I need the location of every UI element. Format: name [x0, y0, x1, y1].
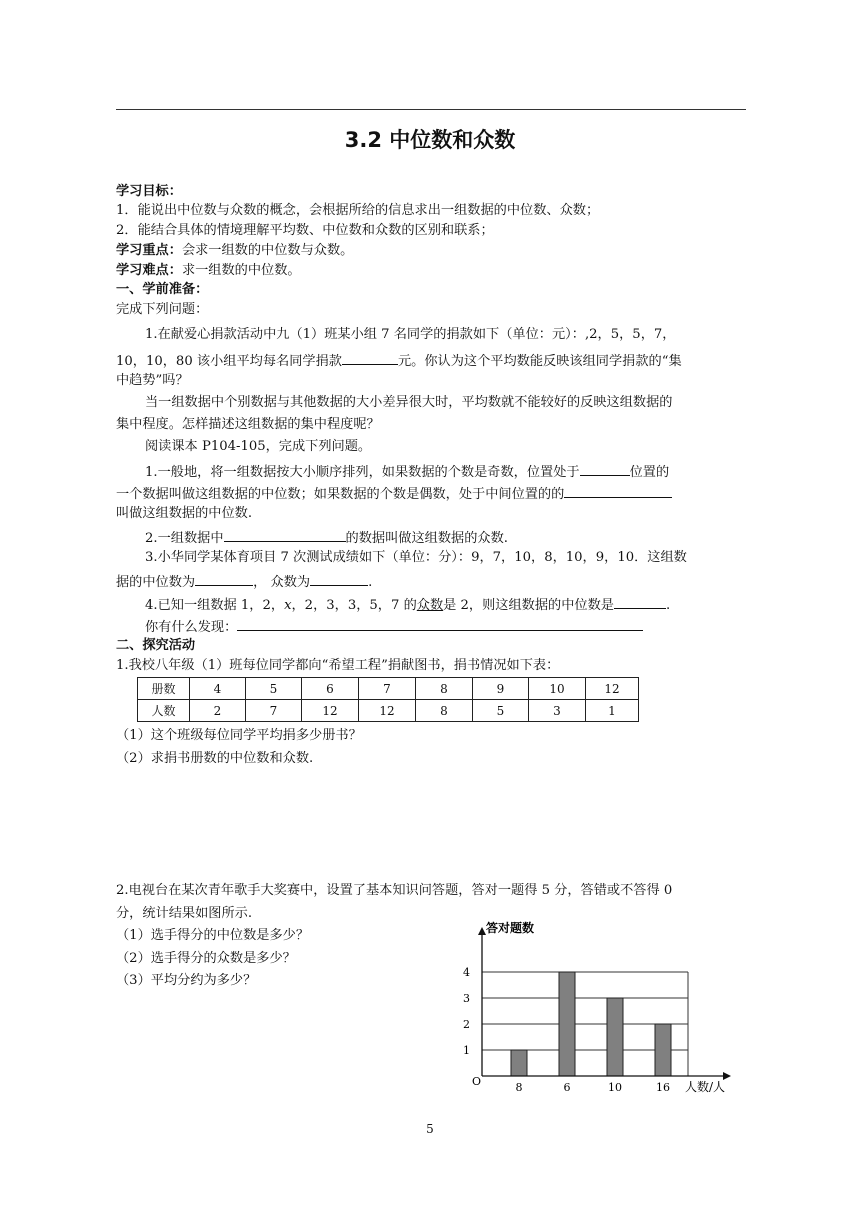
header-rule — [116, 109, 746, 110]
goals-heading: 学习目标： — [116, 184, 182, 199]
answer-blank[interactable] — [342, 350, 398, 365]
table-cell: 册数 — [138, 678, 190, 700]
table-cell: 12 — [302, 700, 359, 722]
x-tick-label: 6 — [563, 1081, 571, 1094]
key-text: 会求一组数的中位数与众数。 — [181, 243, 354, 258]
y-tick-label: 1 — [463, 1044, 470, 1057]
difficulty-point — [116, 262, 301, 280]
prep-intro: 完成下列问题： — [116, 302, 209, 317]
goal-item-1: 1．能说出中位数与众数的概念，会根据所给的信息求出一组数据的中位数、众数； — [116, 203, 600, 218]
chart-labels — [463, 920, 725, 1094]
table-row — [138, 700, 639, 722]
prep-r1-line-c: 叫做这组数据的中位数. — [116, 506, 253, 521]
table-cell: 4 — [190, 678, 246, 700]
explore-p2-line-b: 分，统计结果如图所示. — [116, 906, 253, 921]
explore-p2-q1: （1）选手得分的中位数是多少？ — [116, 928, 310, 943]
explore-p2-q2: （2）选手得分的众数是多少？ — [116, 951, 296, 966]
explore-p2-q3: （3）平均分约为多少？ — [116, 973, 257, 988]
answer-blank[interactable] — [237, 616, 643, 631]
answer-blank[interactable] — [580, 461, 630, 476]
answer-blank[interactable] — [310, 571, 368, 586]
hard-text: 求一组数的中位数。 — [181, 263, 301, 278]
table-cell: 9 — [473, 678, 529, 700]
answer-blank[interactable] — [564, 483, 672, 498]
prep-r2: 2.一组数据中 的数据叫做这组数据的众数. — [145, 527, 508, 548]
y-axis-title: 答对题数 — [486, 921, 535, 935]
goal-item-2: 2．能结合具体的情境理解平均数、中位数和众数的区别和联系； — [116, 223, 494, 238]
bar — [607, 998, 623, 1076]
key-point — [116, 242, 353, 260]
y-tick-label: 2 — [463, 1018, 470, 1031]
hard-label: 学习难点： — [116, 263, 182, 278]
prep-q1-line-a: 1.在献爱心捐款活动中九（1）班某小组 7 名同学的捐款如下（单位：元）：,2，5，5，7， — [145, 327, 676, 342]
table-cell: 2 — [190, 700, 246, 722]
bar — [655, 1024, 671, 1076]
prep-r4: 4.已知一组数据 1，2，x，2，3，3，5，7 的众数是 2，则这组数据的中位数是 . — [145, 594, 670, 615]
explore-heading: 二、探究活动 — [116, 638, 196, 653]
table-cell: 10 — [529, 678, 586, 700]
explore-p1: 1.我校八年级（1）班每位同学都向“希望工程”捐献图书，捐书情况如下表： — [116, 658, 560, 673]
table-cell: 12 — [359, 700, 416, 722]
page-title: 3.2 中位数和众数 — [344, 128, 516, 152]
prep-r1-line-a: 1.一般地，将一组数据按大小顺序排列，如果数据的个数是奇数，位置处于 位置的 — [145, 461, 669, 482]
table-cell: 12 — [586, 678, 639, 700]
prep-para-line-a: 当一组数据中个别数据与其他数据的大小差异很大时，平均数就不能较好的反映这组数据的 — [145, 395, 673, 410]
answer-blank[interactable] — [224, 527, 346, 542]
table-cell: 3 — [529, 700, 586, 722]
x-axis-title: 人数/人 — [685, 1080, 726, 1094]
prep-r3-line-a: 3.小华同学某体育项目 7 次测试成绩如下（单位：分）：9，7，10，8，10，9，10．这组数 — [145, 550, 687, 565]
y-tick-label: 4 — [463, 966, 470, 979]
table-cell: 7 — [246, 700, 302, 722]
x-tick-label: 8 — [515, 1081, 523, 1094]
score-bar-chart — [440, 920, 740, 1100]
table-cell: 5 — [246, 678, 302, 700]
books-table — [137, 677, 639, 722]
table-cell: 7 — [359, 678, 416, 700]
y-tick-label: 3 — [463, 992, 470, 1005]
answer-blank[interactable] — [195, 571, 253, 586]
table-cell: 6 — [302, 678, 359, 700]
prep-read: 阅读课本 P104-105，完成下列问题。 — [145, 439, 372, 454]
table-cell: 5 — [473, 700, 529, 722]
key-label: 学习重点： — [116, 243, 182, 258]
bar — [511, 1050, 527, 1076]
table-cell: 人数 — [138, 700, 190, 722]
table-cell: 8 — [416, 700, 473, 722]
x-tick-label: 10 — [608, 1081, 622, 1094]
table-cell: 8 — [416, 678, 473, 700]
y-axis-arrow — [478, 927, 486, 935]
x-axis-arrow — [723, 1072, 731, 1080]
explore-p1-q2: （2）求捐书册数的中位数和众数. — [116, 751, 314, 766]
prep-r1-line-b: 一个数据叫做这组数据的中位数；如果数据的个数是偶数，处于中间位置的的 — [116, 483, 672, 504]
prep-para-line-b: 集中程度。怎样描述这组数据的集中程度呢？ — [116, 417, 380, 432]
x-tick-label: 16 — [656, 1081, 670, 1094]
prep-heading: 一、学前准备： — [116, 282, 209, 297]
prep-q1-line-b: 10，10，80 该小组平均每名同学捐款 元。你认为这个平均数能反映该组同学捐款的“集 — [116, 350, 682, 371]
origin-label: O — [472, 1075, 482, 1088]
explore-p1-q1: （1）这个班级每位同学平均捐多少册书？ — [116, 728, 362, 743]
prep-q1-line-c: 中趋势”吗？ — [116, 373, 189, 388]
prep-r3-line-b: 据的中位数为 ， 众数为 . — [116, 571, 372, 592]
bar — [559, 972, 575, 1076]
page-number: 5 — [426, 1122, 434, 1136]
prep-find: 你有什么发现： — [145, 616, 643, 637]
answer-blank[interactable] — [614, 594, 666, 609]
table-row — [138, 678, 639, 700]
table-cell: 1 — [586, 700, 639, 722]
explore-p2-line-a: 2.电视台在某次青年歌手大奖赛中，设置了基本知识问答题，答对一题得 5 分，答错或不答得 0 — [116, 883, 673, 898]
